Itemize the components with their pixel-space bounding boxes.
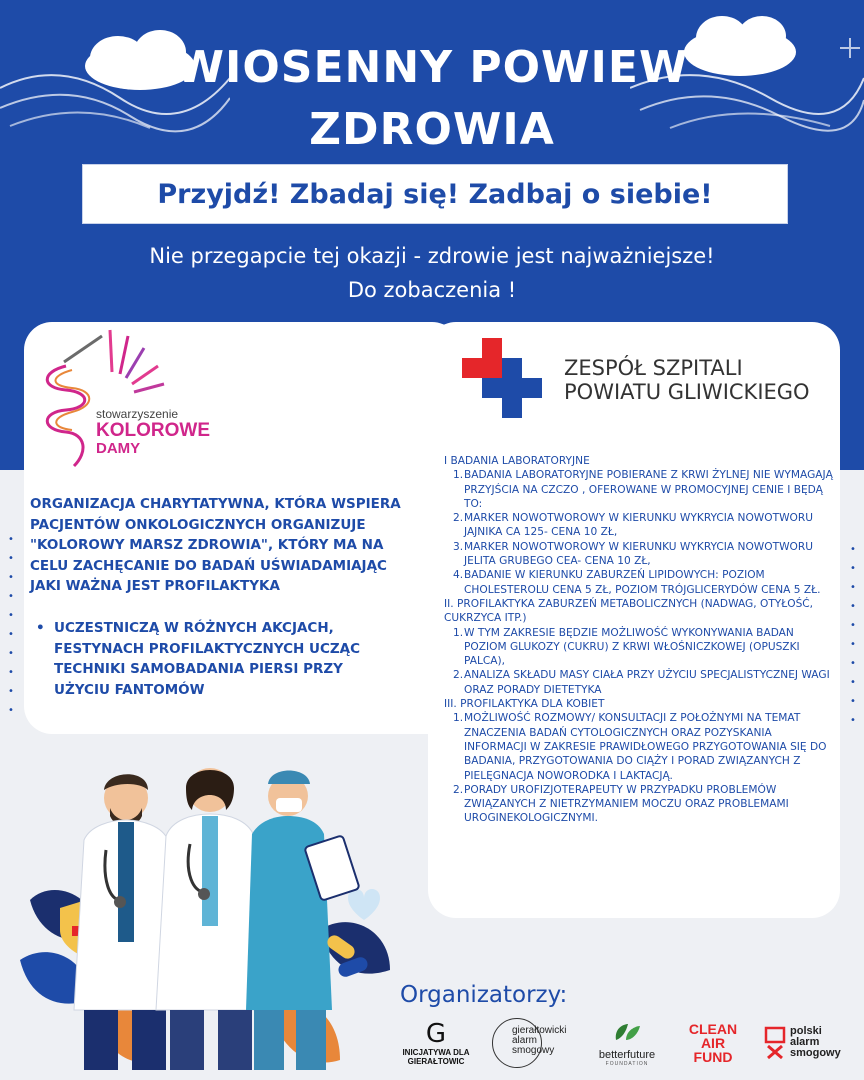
subtitle-line2: Do zobaczenia !	[347, 278, 517, 302]
inicjatywa-line2: GIERAŁTOWIC	[407, 1057, 465, 1066]
hospital-cross-logo-icon	[462, 338, 546, 422]
title-line2: ZDROWIA	[309, 104, 555, 155]
betterfuture-text: betterfuture	[598, 1049, 656, 1061]
gieraltowicki-alarm-logo	[492, 1018, 582, 1068]
list-item: 2. MARKER NOWOTWOROWY W KIERUNKU WYKRYCIA NOWOTWORU JAJNIKA CA 125- CENA 10 ZŁ,	[453, 512, 813, 539]
inicjatywa-line1: INICJATYWA DLA	[402, 1048, 470, 1057]
betterfuture-sub: FOUNDATION	[605, 1061, 649, 1067]
organizers-label: Organizatorzy:	[400, 982, 568, 1008]
organization-description	[30, 494, 410, 597]
organization-bullets	[36, 618, 386, 700]
pas-emblem-icon	[764, 1026, 786, 1060]
section-2-list	[454, 626, 836, 697]
kd-line1: KOLOROWE	[96, 419, 210, 441]
program-section-3: III. PROFILAKTYKA DLA KOBIET	[444, 698, 605, 711]
hospital-wordmark	[564, 356, 810, 404]
list-item: 2. PORADY UROFIZJOTERAPEUTY W PRZYPADKU PROBLEMÓW ZWIĄZANYCH Z NIETRZYMANIEM MOCZU ORAZ PROBLEMAMI UROGINEKOLOGICZNYMI.	[453, 783, 789, 825]
org-desc-upper: ORGANIZACJA CHARYTATYWNA, KTÓRA WSPIERA PACJENTÓW ONKOLOGICZNYCH ORGANIZUJE "KOLOROWY MARSZ ZDROWIA", KTÓRY MA NA CELU ZACHĘCANIE DO BADAŃ UŚWIADAMIAJĄC JAKI WAŻNA JEST	[30, 496, 401, 594]
clean-line2: AIR	[700, 1035, 726, 1051]
program-list	[444, 454, 836, 826]
title-line1: WIOSENNY POWIEW	[175, 42, 689, 93]
pas-text: polski alarm smogowy	[790, 1025, 841, 1059]
program-section-2: II. PROFILAKTYKA ZABURZEŃ METABOLICZNYCH (NADWAG, OTYŁOŚĆ, CUKRZYCA ITP.)	[444, 597, 814, 625]
list-item: 1. BADANIA LABORATORYJNE POBIERANE Z KRWI ŻYLNEJ NIE WYMAGAJĄ PRZYJŚCIA NA CZCZO , OFEROWANE W PROMOCYJNEJ CENIE I BĘDĄ TO:	[453, 469, 833, 510]
clean-line3: FUND	[693, 1049, 733, 1065]
list-item: 3. MARKER NOWOTWOROWY W KIERUNKU WYKRYCIA NOWOTWORU JELITA GRUBEGO CEA- CENA 10 ZŁ,	[453, 540, 813, 568]
alarm-text: gierałtowicki alarm smogowy	[512, 1025, 567, 1056]
decor-dots-right: • • • • • • • • • •	[850, 544, 856, 726]
slogan: Przyjdź! Zbadaj się! Zadbaj o siebie!	[157, 178, 713, 210]
hospital-line2: POWIATU GLIWICKIEGO	[564, 380, 810, 404]
list-item: 1. W TYM ZAKRESIE BĘDZIE MOŻLIWOŚĆ WYKONYWANIA BADAN POZIOM GLUKOZY (CUKRU) Z KRWI WŁOŚNICZKOWEJ (OPUSZKI PALCA),	[453, 626, 800, 668]
list-item: 2. ANALIZA SKŁADU MASY CIAŁA PRZY UŻYCIU SPECJALISTYCZNEJ WAGI ORAZ PORADY DIETETYKA	[453, 669, 830, 696]
kd-small: stowarzyszenie	[96, 407, 179, 421]
medical-staff-illustration	[20, 760, 400, 1080]
kd-line2: DAMY	[96, 439, 141, 457]
section-1-list	[454, 468, 836, 597]
list-item: 4. BADANIE W KIERUNKU ZABURZEŃ LIPIDOWYCH: POZIOM CHOLESTEROLU CENA 5 ZŁ, POZIOM TRÓJGLICERYDÓW CENA 5 ZŁ.	[453, 569, 821, 596]
polski-alarm-smogowy-logo	[762, 1024, 852, 1064]
inicjatywa-g-icon: G	[425, 1019, 447, 1049]
org-desc-tail: PROFILAKTYKA	[164, 578, 280, 594]
clean-line1: CLEAN	[688, 1021, 738, 1037]
inicjatywa-logo	[396, 1020, 476, 1066]
subtitle-line1: Nie przegapcie tej okazji - zdrowie jest najważniejsze!	[149, 244, 715, 268]
list-item: 1. MOŻLIWOŚĆ ROZMOWY/ KONSULTACJI Z POŁOŻNYMI NA TEMAT ZNACZENIA BADAŃ CYTOLOGICZNYCH ORAZ POZYSKANIA INFORMACJI W ZAKRESIE PRAWIDŁOWEGO PRZYGOTOWANIA SIĘ DO BADANIA, PRZYGOTOWANIA DO CIĄŻY I PORAD ZWIĄZANYCH Z PIELĘGNACJA NOWORODKA I LAKTACJĄ.	[453, 712, 827, 782]
leaf-icon	[612, 1022, 642, 1042]
clean-air-fund-logo	[676, 1022, 750, 1064]
slogan-box	[82, 164, 788, 224]
hospital-line1: ZESPÓŁ SZPITALI	[564, 356, 743, 380]
program-section-1: I BADANIA LABORATORYJNE	[444, 455, 590, 467]
section-3-list	[454, 711, 836, 825]
betterfuture-logo	[588, 1022, 666, 1067]
decor-dots-left: • • • • • • • • • •	[8, 534, 14, 716]
org-bullet: • UCZESTNICZĄ W RÓŻNYCH AKCJACH, FESTYNACH PROFILAKTYCZNYCH UCZĄC TECHNIKI SAMOBADANIA PIERSI PRZY UŻYCIU FANTOMÓW	[36, 618, 386, 700]
kolorowe-damy-wordmark	[96, 408, 210, 456]
